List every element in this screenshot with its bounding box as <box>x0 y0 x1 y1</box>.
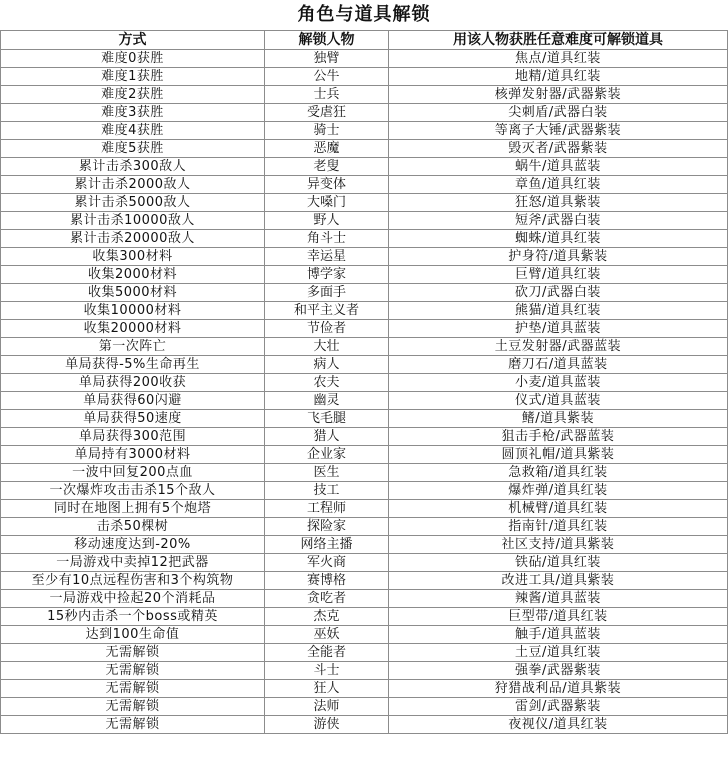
cell-method: 无需解锁 <box>1 716 265 734</box>
cell-character: 斗士 <box>265 662 389 680</box>
cell-item: 毁灭者/武器紫装 <box>389 140 728 158</box>
cell-character: 病人 <box>265 356 389 374</box>
cell-item: 土豆发射器/武器蓝装 <box>389 338 728 356</box>
cell-character: 老叟 <box>265 158 389 176</box>
table-row <box>1 212 728 230</box>
cell-character: 猎人 <box>265 428 389 446</box>
cell-character: 角斗士 <box>265 230 389 248</box>
table-row <box>1 590 728 608</box>
table-row <box>1 716 728 734</box>
cell-method: 难度1获胜 <box>1 68 265 86</box>
cell-method: 无需解锁 <box>1 698 265 716</box>
cell-method: 累计击杀5000敌人 <box>1 194 265 212</box>
table-row <box>1 536 728 554</box>
cell-item: 急救箱/道具红装 <box>389 464 728 482</box>
cell-character: 网络主播 <box>265 536 389 554</box>
header-character: 解锁人物 <box>265 31 389 50</box>
cell-item: 仪式/道具蓝装 <box>389 392 728 410</box>
cell-character: 幸运星 <box>265 248 389 266</box>
table-row <box>1 518 728 536</box>
table-row <box>1 266 728 284</box>
cell-method: 一局游戏中捡起20个消耗品 <box>1 590 265 608</box>
table-row <box>1 50 728 68</box>
cell-character: 狂人 <box>265 680 389 698</box>
table-row <box>1 572 728 590</box>
cell-method: 收集20000材料 <box>1 320 265 338</box>
cell-character: 博学家 <box>265 266 389 284</box>
cell-item: 蜗牛/道具蓝装 <box>389 158 728 176</box>
cell-method: 单局获得50速度 <box>1 410 265 428</box>
table-row <box>1 680 728 698</box>
cell-item: 熊猫/道具红装 <box>389 302 728 320</box>
cell-method: 难度5获胜 <box>1 140 265 158</box>
cell-character: 企业家 <box>265 446 389 464</box>
cell-character: 工程师 <box>265 500 389 518</box>
cell-character: 军火商 <box>265 554 389 572</box>
cell-item: 夜视仪/道具红装 <box>389 716 728 734</box>
table-row <box>1 356 728 374</box>
cell-character: 独臂 <box>265 50 389 68</box>
cell-item: 狂怒/道具紫装 <box>389 194 728 212</box>
table-row <box>1 338 728 356</box>
cell-item: 触手/道具蓝装 <box>389 626 728 644</box>
table-row <box>1 392 728 410</box>
cell-item: 护身符/道具紫装 <box>389 248 728 266</box>
cell-method: 无需解锁 <box>1 680 265 698</box>
table-row <box>1 86 728 104</box>
table-row <box>1 104 728 122</box>
cell-item: 指南针/道具红装 <box>389 518 728 536</box>
table-row <box>1 608 728 626</box>
cell-method: 单局获得-5%生命再生 <box>1 356 265 374</box>
table-row <box>1 320 728 338</box>
table-row <box>1 176 728 194</box>
cell-item: 蜘蛛/道具红装 <box>389 230 728 248</box>
cell-character: 多面手 <box>265 284 389 302</box>
cell-item: 机械臂/道具红装 <box>389 500 728 518</box>
cell-item: 尖刺盾/武器白装 <box>389 104 728 122</box>
cell-method: 单局获得200收获 <box>1 374 265 392</box>
table-body <box>1 50 728 734</box>
cell-method: 收集10000材料 <box>1 302 265 320</box>
cell-item: 巨臂/道具红装 <box>389 266 728 284</box>
cell-character: 大嗓门 <box>265 194 389 212</box>
cell-method: 同时在地图上拥有5个炮塔 <box>1 500 265 518</box>
cell-method: 难度0获胜 <box>1 50 265 68</box>
cell-method: 移动速度达到-20% <box>1 536 265 554</box>
cell-item: 土豆/道具红装 <box>389 644 728 662</box>
cell-character: 探险家 <box>265 518 389 536</box>
cell-character: 法师 <box>265 698 389 716</box>
cell-method: 单局获得300范围 <box>1 428 265 446</box>
table-row <box>1 428 728 446</box>
table-row <box>1 230 728 248</box>
cell-character: 农夫 <box>265 374 389 392</box>
table-row <box>1 482 728 500</box>
cell-method: 无需解锁 <box>1 662 265 680</box>
cell-item: 狙击手枪/武器蓝装 <box>389 428 728 446</box>
table-row <box>1 662 728 680</box>
cell-item: 砍刀/武器白装 <box>389 284 728 302</box>
cell-method: 累计击杀2000敌人 <box>1 176 265 194</box>
cell-item: 小麦/道具蓝装 <box>389 374 728 392</box>
cell-character: 贪吃者 <box>265 590 389 608</box>
cell-method: 一波中回复200点血 <box>1 464 265 482</box>
cell-character: 全能者 <box>265 644 389 662</box>
cell-method: 至少有10点远程伤害和3个构筑物 <box>1 572 265 590</box>
cell-method: 一局游戏中卖掉12把武器 <box>1 554 265 572</box>
cell-method: 收集5000材料 <box>1 284 265 302</box>
table-row <box>1 554 728 572</box>
cell-item: 地精/道具红装 <box>389 68 728 86</box>
cell-character: 节俭者 <box>265 320 389 338</box>
cell-item: 改进工具/道具紫装 <box>389 572 728 590</box>
cell-item: 辣酱/道具蓝装 <box>389 590 728 608</box>
cell-character: 恶魔 <box>265 140 389 158</box>
cell-method: 击杀50棵树 <box>1 518 265 536</box>
table-header <box>1 31 728 50</box>
cell-item: 短斧/武器白装 <box>389 212 728 230</box>
table-row <box>1 446 728 464</box>
cell-method: 收集300材料 <box>1 248 265 266</box>
cell-item: 章鱼/道具红装 <box>389 176 728 194</box>
cell-method: 无需解锁 <box>1 644 265 662</box>
cell-character: 公牛 <box>265 68 389 86</box>
cell-character: 飞毛腿 <box>265 410 389 428</box>
cell-method: 累计击杀10000敌人 <box>1 212 265 230</box>
cell-method: 收集2000材料 <box>1 266 265 284</box>
cell-character: 赛博格 <box>265 572 389 590</box>
cell-method: 难度4获胜 <box>1 122 265 140</box>
cell-item: 焦点/道具红装 <box>389 50 728 68</box>
table-row <box>1 698 728 716</box>
cell-item: 护垫/道具蓝装 <box>389 320 728 338</box>
cell-method: 达到100生命值 <box>1 626 265 644</box>
table-row <box>1 302 728 320</box>
table-row <box>1 374 728 392</box>
table-row <box>1 410 728 428</box>
cell-method: 累计击杀300敌人 <box>1 158 265 176</box>
cell-method: 累计击杀20000敌人 <box>1 230 265 248</box>
cell-method: 难度3获胜 <box>1 104 265 122</box>
cell-item: 社区支持/道具紫装 <box>389 536 728 554</box>
cell-item: 磨刀石/道具蓝装 <box>389 356 728 374</box>
table-row <box>1 464 728 482</box>
cell-character: 幽灵 <box>265 392 389 410</box>
table-row <box>1 194 728 212</box>
cell-method: 单局获得60闪避 <box>1 392 265 410</box>
table-row <box>1 284 728 302</box>
header-item: 用该人物获胜任意难度可解锁道具 <box>389 31 728 50</box>
cell-item: 等离子大锤/武器紫装 <box>389 122 728 140</box>
table-row <box>1 644 728 662</box>
cell-method: 一次爆炸攻击击杀15个敌人 <box>1 482 265 500</box>
cell-item: 雷剑/武器紫装 <box>389 698 728 716</box>
page-title: 角色与道具解锁 <box>297 4 431 25</box>
cell-character: 和平主义者 <box>265 302 389 320</box>
header-method: 方式 <box>1 31 265 50</box>
table-row <box>1 626 728 644</box>
cell-character: 医生 <box>265 464 389 482</box>
cell-character: 骑士 <box>265 122 389 140</box>
cell-character: 杰克 <box>265 608 389 626</box>
cell-item: 强拳/武器紫装 <box>389 662 728 680</box>
table-row <box>1 68 728 86</box>
cell-method: 第一次阵亡 <box>1 338 265 356</box>
cell-character: 异变体 <box>265 176 389 194</box>
cell-item: 爆炸弹/道具红装 <box>389 482 728 500</box>
table-row <box>1 248 728 266</box>
cell-item: 圆顶礼帽/道具紫装 <box>389 446 728 464</box>
cell-character: 巫妖 <box>265 626 389 644</box>
cell-item: 核弹发射器/武器紫装 <box>389 86 728 104</box>
cell-character: 游侠 <box>265 716 389 734</box>
table-row <box>1 140 728 158</box>
cell-item: 鳍/道具紫装 <box>389 410 728 428</box>
header-row <box>1 31 728 50</box>
cell-character: 士兵 <box>265 86 389 104</box>
cell-character: 技工 <box>265 482 389 500</box>
table-row <box>1 122 728 140</box>
cell-item: 铁砧/道具红装 <box>389 554 728 572</box>
cell-character: 大壮 <box>265 338 389 356</box>
cell-character: 受虐狂 <box>265 104 389 122</box>
unlock-table <box>0 30 728 734</box>
cell-method: 难度2获胜 <box>1 86 265 104</box>
cell-method: 单局持有3000材料 <box>1 446 265 464</box>
table-row <box>1 158 728 176</box>
cell-character: 野人 <box>265 212 389 230</box>
cell-item: 巨型带/道具红装 <box>389 608 728 626</box>
table-row <box>1 500 728 518</box>
cell-item: 狩猎战利品/道具紫装 <box>389 680 728 698</box>
cell-method: 15秒内击杀一个boss或精英 <box>1 608 265 626</box>
